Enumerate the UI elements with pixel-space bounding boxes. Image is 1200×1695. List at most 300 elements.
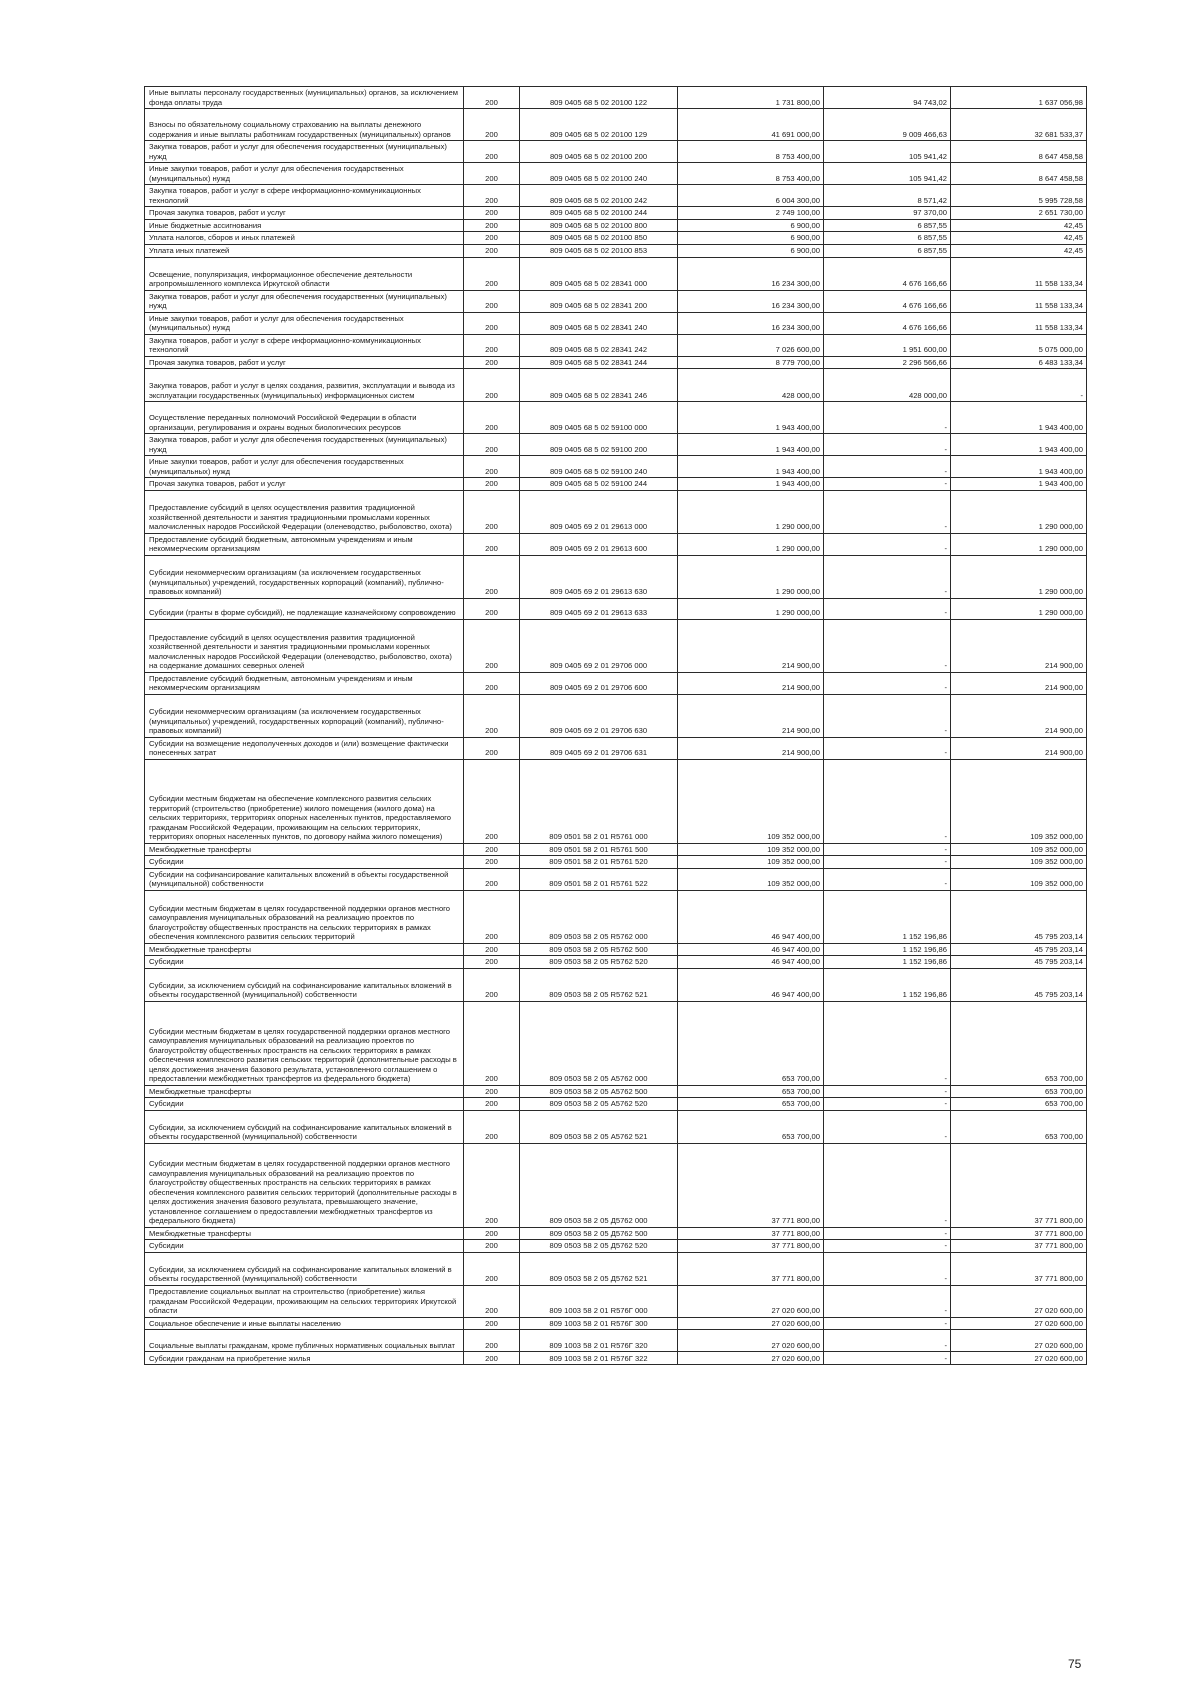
row-approved-amount: 46 947 400,00 <box>678 956 824 969</box>
row-code: 200 <box>464 1227 520 1240</box>
row-name: Межбюджетные трансферты <box>145 943 464 956</box>
table-row <box>145 956 1087 969</box>
row-approved-amount: 8 779 700,00 <box>678 356 824 369</box>
table-row <box>145 87 1087 109</box>
row-kbk-code: 809 0405 68 5 02 20100 129 <box>520 109 678 141</box>
row-executed-amount: - <box>824 456 951 478</box>
table-row <box>145 1098 1087 1111</box>
row-unexecuted-amount: 11 558 133,34 <box>951 257 1087 290</box>
row-code: 200 <box>464 1085 520 1098</box>
row-kbk-code: 809 0405 69 2 01 29706 000 <box>520 619 678 672</box>
row-executed-amount: 1 152 196,86 <box>824 956 951 969</box>
row-kbk-code: 809 0405 68 5 02 28341 246 <box>520 369 678 402</box>
row-code: 200 <box>464 87 520 109</box>
row-executed-amount: 94 743,02 <box>824 87 951 109</box>
table-row <box>145 369 1087 402</box>
row-name: Межбюджетные трансферты <box>145 1227 464 1240</box>
row-executed-amount: - <box>824 843 951 856</box>
row-executed-amount: 6 857,55 <box>824 244 951 257</box>
table-row <box>145 890 1087 943</box>
row-code: 200 <box>464 868 520 890</box>
row-unexecuted-amount: 42,45 <box>951 244 1087 257</box>
row-approved-amount: 6 900,00 <box>678 219 824 232</box>
row-kbk-code: 809 0405 68 5 02 28341 240 <box>520 312 678 334</box>
row-kbk-code: 809 0405 68 5 02 20100 850 <box>520 232 678 245</box>
row-code: 200 <box>464 737 520 759</box>
row-executed-amount: 6 857,55 <box>824 219 951 232</box>
row-executed-amount: 105 941,42 <box>824 163 951 185</box>
row-kbk-code: 809 0405 69 2 01 29613 000 <box>520 490 678 533</box>
row-name: Субсидии на софинансирование капитальных вложений в объекты государственной (муниципальной) собственности <box>145 868 464 890</box>
row-unexecuted-amount: 27 020 600,00 <box>951 1285 1087 1317</box>
row-kbk-code: 809 0503 58 2 05 А5762 000 <box>520 1001 678 1085</box>
row-approved-amount: 1 290 000,00 <box>678 533 824 555</box>
table-row <box>145 619 1087 672</box>
row-name: Субсидии <box>145 1098 464 1111</box>
row-approved-amount: 214 900,00 <box>678 737 824 759</box>
row-unexecuted-amount: 1 290 000,00 <box>951 555 1087 598</box>
row-unexecuted-amount: 653 700,00 <box>951 1098 1087 1111</box>
row-executed-amount: - <box>824 1285 951 1317</box>
row-name: Субсидии <box>145 956 464 969</box>
row-executed-amount: - <box>824 1085 951 1098</box>
row-code: 200 <box>464 968 520 1001</box>
row-code: 200 <box>464 856 520 869</box>
table-row <box>145 257 1087 290</box>
table-row <box>145 163 1087 185</box>
table-row <box>145 244 1087 257</box>
row-name: Иные закупки товаров, работ и услуг для обеспечения государственных (муниципальных) нужд <box>145 312 464 334</box>
row-code: 200 <box>464 533 520 555</box>
row-executed-amount: 4 676 166,66 <box>824 257 951 290</box>
row-code: 200 <box>464 1252 520 1285</box>
row-executed-amount: 4 676 166,66 <box>824 290 951 312</box>
row-kbk-code: 809 0405 68 5 02 59100 200 <box>520 434 678 456</box>
row-kbk-code: 809 0501 58 2 01 R5761 500 <box>520 843 678 856</box>
row-kbk-code: 809 0503 58 2 05 R5762 000 <box>520 890 678 943</box>
row-approved-amount: 27 020 600,00 <box>678 1285 824 1317</box>
row-executed-amount: - <box>824 1110 951 1143</box>
row-executed-amount: - <box>824 1252 951 1285</box>
row-name: Иные закупки товаров, работ и услуг для обеспечения государственных (муниципальных) нужд <box>145 456 464 478</box>
row-unexecuted-amount: 214 900,00 <box>951 694 1087 737</box>
row-kbk-code: 809 0503 58 2 05 Д5762 521 <box>520 1252 678 1285</box>
row-approved-amount: 1 943 400,00 <box>678 478 824 491</box>
row-approved-amount: 109 352 000,00 <box>678 759 824 843</box>
table-row <box>145 109 1087 141</box>
row-unexecuted-amount: 653 700,00 <box>951 1001 1087 1085</box>
row-name: Субсидии, за исключением субсидий на софинансирование капитальных вложений в объекты государственной (муниципальной) собственности <box>145 968 464 1001</box>
row-unexecuted-amount: 42,45 <box>951 219 1087 232</box>
row-code: 200 <box>464 290 520 312</box>
row-executed-amount: - <box>824 759 951 843</box>
row-approved-amount: 6 004 300,00 <box>678 185 824 207</box>
row-kbk-code: 809 0501 58 2 01 R5761 522 <box>520 868 678 890</box>
row-name: Субсидии местным бюджетам в целях государственной поддержки органов местного самоуправления муниципальных образований на реализацию проектов по благоустройству общественных пространств на сельских территориях в рамках обеспечения комплексного развития сельских территорий (дополнительные расходы в целях достижения значения базового результата, превышающего значение, установленное соглашением о предоставлении межбюджетных трансфертов из федерального бюджета) <box>145 1143 464 1227</box>
table-row <box>145 478 1087 491</box>
row-executed-amount: 105 941,42 <box>824 141 951 163</box>
row-kbk-code: 809 0503 58 2 05 Д5762 000 <box>520 1143 678 1227</box>
row-code: 200 <box>464 619 520 672</box>
row-name: Субсидии (гранты в форме субсидий), не подлежащие казначейскому сопровождению <box>145 598 464 619</box>
row-name: Осуществление переданных полномочий Российской Федерации в области организации, регулирования и охраны водных биологических ресурсов <box>145 402 464 434</box>
row-code: 200 <box>464 1110 520 1143</box>
row-code: 200 <box>464 843 520 856</box>
table-row <box>145 312 1087 334</box>
row-kbk-code: 809 0405 69 2 01 29706 631 <box>520 737 678 759</box>
row-approved-amount: 653 700,00 <box>678 1085 824 1098</box>
table-row <box>145 434 1087 456</box>
row-kbk-code: 809 0405 68 5 02 28341 200 <box>520 290 678 312</box>
row-approved-amount: 1 290 000,00 <box>678 490 824 533</box>
table-row <box>145 356 1087 369</box>
row-kbk-code: 809 0405 68 5 02 20100 244 <box>520 207 678 220</box>
row-name: Уплата иных платежей <box>145 244 464 257</box>
row-code: 200 <box>464 369 520 402</box>
table-row <box>145 1143 1087 1227</box>
row-kbk-code: 809 0405 68 5 02 20100 800 <box>520 219 678 232</box>
table-row <box>145 868 1087 890</box>
row-unexecuted-amount: 37 771 800,00 <box>951 1240 1087 1253</box>
row-code: 200 <box>464 1352 520 1365</box>
row-kbk-code: 809 0405 68 5 02 28341 244 <box>520 356 678 369</box>
row-unexecuted-amount: 37 771 800,00 <box>951 1227 1087 1240</box>
row-kbk-code: 809 0503 58 2 05 А5762 521 <box>520 1110 678 1143</box>
row-executed-amount: 9 009 466,63 <box>824 109 951 141</box>
row-name: Предоставление социальных выплат на строительство (приобретение) жилья гражданам Российской Федерации, проживающим на сельских территориях Иркутской области <box>145 1285 464 1317</box>
table-row <box>145 1317 1087 1330</box>
row-unexecuted-amount: 1 290 000,00 <box>951 490 1087 533</box>
table-row <box>145 1085 1087 1098</box>
row-code: 200 <box>464 219 520 232</box>
table-row <box>145 1110 1087 1143</box>
row-unexecuted-amount: 27 020 600,00 <box>951 1330 1087 1352</box>
table-row <box>145 232 1087 245</box>
row-name: Субсидии некоммерческим организациям (за исключением государственных (муниципальных) учреждений, государственных корпораций (компаний), публично-правовых компаний) <box>145 694 464 737</box>
row-approved-amount: 109 352 000,00 <box>678 868 824 890</box>
row-name: Субсидии гражданам на приобретение жилья <box>145 1352 464 1365</box>
row-code: 200 <box>464 672 520 694</box>
table-row <box>145 334 1087 356</box>
table-row <box>145 672 1087 694</box>
row-approved-amount: 27 020 600,00 <box>678 1330 824 1352</box>
row-unexecuted-amount: 2 651 730,00 <box>951 207 1087 220</box>
page-number: 75 <box>1068 1657 1082 1671</box>
row-kbk-code: 809 0503 58 2 05 А5762 520 <box>520 1098 678 1111</box>
row-unexecuted-amount: 27 020 600,00 <box>951 1352 1087 1365</box>
row-approved-amount: 1 731 800,00 <box>678 87 824 109</box>
row-unexecuted-amount: 214 900,00 <box>951 619 1087 672</box>
row-unexecuted-amount: 1 943 400,00 <box>951 402 1087 434</box>
table-row <box>145 1001 1087 1085</box>
row-name: Закупка товаров, работ и услуг в целях создания, развития, эксплуатации и вывода из эксплуатации государственных (муниципальных) информационных систем <box>145 369 464 402</box>
table-row <box>145 219 1087 232</box>
table-row <box>145 694 1087 737</box>
row-kbk-code: 809 0503 58 2 05 Д5762 500 <box>520 1227 678 1240</box>
row-executed-amount: 1 152 196,86 <box>824 968 951 1001</box>
table-row <box>145 1240 1087 1253</box>
row-code: 200 <box>464 232 520 245</box>
row-name: Предоставление субсидий в целях осуществления развития традиционной хозяйственной деятельности и занятия традиционными промыслами коренных малочисленных народов Российской Федерации (оленеводство, рыболовство, охота) на содержание домашних северных оленей <box>145 619 464 672</box>
row-code: 200 <box>464 185 520 207</box>
row-kbk-code: 809 1003 58 2 01 R576Г 320 <box>520 1330 678 1352</box>
row-executed-amount: 1 951 600,00 <box>824 334 951 356</box>
row-code: 200 <box>464 141 520 163</box>
table-row <box>145 1352 1087 1365</box>
row-kbk-code: 809 0405 68 5 02 28341 242 <box>520 334 678 356</box>
row-code: 200 <box>464 312 520 334</box>
row-unexecuted-amount: 6 483 133,34 <box>951 356 1087 369</box>
row-name: Субсидии местным бюджетам на обеспечение комплексного развития сельских территорий (строительство (приобретение) жилого помещения (жилого дома) на сельских территориях, территориях опорных населенных пунктов, предоставляемого гражданам Российской Федерации, проживающим на сельских территориях, территориях опорных населенных пунктов, по договору найма жилого помещения) <box>145 759 464 843</box>
row-name: Межбюджетные трансферты <box>145 1085 464 1098</box>
row-code: 200 <box>464 109 520 141</box>
row-code: 200 <box>464 598 520 619</box>
row-code: 200 <box>464 163 520 185</box>
row-kbk-code: 809 0405 68 5 02 20100 242 <box>520 185 678 207</box>
row-kbk-code: 809 0503 58 2 05 А5762 500 <box>520 1085 678 1098</box>
row-name: Социальные выплаты гражданам, кроме публичных нормативных социальных выплат <box>145 1330 464 1352</box>
row-code: 200 <box>464 456 520 478</box>
row-name: Предоставление субсидий в целях осуществления развития традиционной хозяйственной деятельности и занятия традиционными промыслами коренных малочисленных народов Российской Федерации (оленеводство, рыболовство, охота) <box>145 490 464 533</box>
row-approved-amount: 653 700,00 <box>678 1110 824 1143</box>
row-kbk-code: 809 0405 68 5 02 59100 000 <box>520 402 678 434</box>
row-unexecuted-amount: 5 075 000,00 <box>951 334 1087 356</box>
row-approved-amount: 27 020 600,00 <box>678 1317 824 1330</box>
row-executed-amount: - <box>824 1240 951 1253</box>
row-executed-amount: - <box>824 694 951 737</box>
row-name: Субсидии, за исключением субсидий на софинансирование капитальных вложений в объекты государственной (муниципальной) собственности <box>145 1110 464 1143</box>
row-name: Закупка товаров, работ и услуг в сфере информационно-коммуникационных технологий <box>145 334 464 356</box>
row-code: 200 <box>464 257 520 290</box>
table-row <box>145 185 1087 207</box>
row-kbk-code: 809 0405 68 5 02 20100 122 <box>520 87 678 109</box>
row-unexecuted-amount: 42,45 <box>951 232 1087 245</box>
row-code: 200 <box>464 1001 520 1085</box>
row-approved-amount: 214 900,00 <box>678 694 824 737</box>
row-kbk-code: 809 1003 58 2 01 R576Г 322 <box>520 1352 678 1365</box>
row-name: Закупка товаров, работ и услуг для обеспечения государственных (муниципальных) нужд <box>145 141 464 163</box>
row-name: Субсидии <box>145 1240 464 1253</box>
row-code: 200 <box>464 478 520 491</box>
row-approved-amount: 27 020 600,00 <box>678 1352 824 1365</box>
row-code: 200 <box>464 1317 520 1330</box>
row-unexecuted-amount: 1 290 000,00 <box>951 533 1087 555</box>
row-name: Субсидии на возмещение недополученных доходов и (или) возмещение фактически понесенных затрат <box>145 737 464 759</box>
row-executed-amount: - <box>824 555 951 598</box>
row-executed-amount: - <box>824 672 951 694</box>
table-row <box>145 490 1087 533</box>
row-approved-amount: 2 749 100,00 <box>678 207 824 220</box>
table-row <box>145 207 1087 220</box>
row-approved-amount: 214 900,00 <box>678 619 824 672</box>
row-code: 200 <box>464 759 520 843</box>
row-executed-amount: - <box>824 1330 951 1352</box>
row-executed-amount: - <box>824 1143 951 1227</box>
row-approved-amount: 109 352 000,00 <box>678 843 824 856</box>
row-name: Закупка товаров, работ и услуг для обеспечения государственных (муниципальных) нужд <box>145 434 464 456</box>
row-unexecuted-amount: 32 681 533,37 <box>951 109 1087 141</box>
row-unexecuted-amount: 653 700,00 <box>951 1085 1087 1098</box>
row-kbk-code: 809 0405 68 5 02 20100 853 <box>520 244 678 257</box>
row-kbk-code: 809 0405 69 2 01 29706 630 <box>520 694 678 737</box>
row-approved-amount: 46 947 400,00 <box>678 890 824 943</box>
row-executed-amount: 97 370,00 <box>824 207 951 220</box>
row-unexecuted-amount: 653 700,00 <box>951 1110 1087 1143</box>
row-executed-amount: - <box>824 737 951 759</box>
row-approved-amount: 46 947 400,00 <box>678 943 824 956</box>
row-code: 200 <box>464 356 520 369</box>
row-executed-amount: - <box>824 598 951 619</box>
row-unexecuted-amount: 11 558 133,34 <box>951 312 1087 334</box>
row-code: 200 <box>464 334 520 356</box>
table-row <box>145 1252 1087 1285</box>
row-code: 200 <box>464 207 520 220</box>
row-approved-amount: 1 943 400,00 <box>678 456 824 478</box>
row-approved-amount: 1 943 400,00 <box>678 402 824 434</box>
row-unexecuted-amount: 214 900,00 <box>951 672 1087 694</box>
row-approved-amount: 41 691 000,00 <box>678 109 824 141</box>
row-code: 200 <box>464 434 520 456</box>
row-kbk-code: 809 0503 58 2 05 R5762 521 <box>520 968 678 1001</box>
row-unexecuted-amount: 45 795 203,14 <box>951 956 1087 969</box>
row-executed-amount: - <box>824 434 951 456</box>
row-approved-amount: 16 234 300,00 <box>678 312 824 334</box>
row-code: 200 <box>464 490 520 533</box>
table-row <box>145 456 1087 478</box>
row-executed-amount: - <box>824 1352 951 1365</box>
row-code: 200 <box>464 1098 520 1111</box>
row-approved-amount: 16 234 300,00 <box>678 290 824 312</box>
row-approved-amount: 7 026 600,00 <box>678 334 824 356</box>
row-approved-amount: 37 771 800,00 <box>678 1252 824 1285</box>
row-name: Иные бюджетные ассигнования <box>145 219 464 232</box>
row-approved-amount: 214 900,00 <box>678 672 824 694</box>
row-name: Субсидии некоммерческим организациям (за исключением государственных (муниципальных) учреждений, государственных корпораций (компаний), публично-правовых компаний) <box>145 555 464 598</box>
row-executed-amount: - <box>824 1227 951 1240</box>
table-row <box>145 598 1087 619</box>
row-code: 200 <box>464 890 520 943</box>
row-approved-amount: 1 290 000,00 <box>678 598 824 619</box>
row-executed-amount: - <box>824 402 951 434</box>
row-unexecuted-amount: - <box>951 369 1087 402</box>
row-executed-amount: - <box>824 478 951 491</box>
row-name: Закупка товаров, работ и услуг для обеспечения государственных (муниципальных) нужд <box>145 290 464 312</box>
row-name: Прочая закупка товаров, работ и услуг <box>145 207 464 220</box>
row-approved-amount: 428 000,00 <box>678 369 824 402</box>
row-executed-amount: - <box>824 619 951 672</box>
row-approved-amount: 8 753 400,00 <box>678 163 824 185</box>
table-row <box>145 533 1087 555</box>
row-approved-amount: 109 352 000,00 <box>678 856 824 869</box>
row-kbk-code: 809 0503 58 2 05 Д5762 520 <box>520 1240 678 1253</box>
budget-execution-table <box>144 86 1087 1365</box>
row-unexecuted-amount: 45 795 203,14 <box>951 968 1087 1001</box>
row-kbk-code: 809 1003 58 2 01 R576Г 000 <box>520 1285 678 1317</box>
row-name: Предоставление субсидий бюджетным, автономным учреждениям и иным некоммерческим организациям <box>145 672 464 694</box>
row-name: Субсидии <box>145 856 464 869</box>
row-approved-amount: 653 700,00 <box>678 1001 824 1085</box>
table-row <box>145 843 1087 856</box>
row-approved-amount: 37 771 800,00 <box>678 1143 824 1227</box>
row-kbk-code: 809 0501 58 2 01 R5761 520 <box>520 856 678 869</box>
row-name: Прочая закупка товаров, работ и услуг <box>145 478 464 491</box>
row-unexecuted-amount: 5 995 728,58 <box>951 185 1087 207</box>
row-unexecuted-amount: 37 771 800,00 <box>951 1143 1087 1227</box>
row-unexecuted-amount: 45 795 203,14 <box>951 890 1087 943</box>
row-unexecuted-amount: 8 647 458,58 <box>951 163 1087 185</box>
row-unexecuted-amount: 109 352 000,00 <box>951 759 1087 843</box>
row-unexecuted-amount: 1 290 000,00 <box>951 598 1087 619</box>
row-approved-amount: 46 947 400,00 <box>678 968 824 1001</box>
row-executed-amount: - <box>824 1317 951 1330</box>
row-name: Уплата налогов, сборов и иных платежей <box>145 232 464 245</box>
row-code: 200 <box>464 1240 520 1253</box>
row-unexecuted-amount: 8 647 458,58 <box>951 141 1087 163</box>
row-code: 200 <box>464 1143 520 1227</box>
row-kbk-code: 809 0501 58 2 01 R5761 000 <box>520 759 678 843</box>
row-unexecuted-amount: 27 020 600,00 <box>951 1317 1087 1330</box>
row-unexecuted-amount: 37 771 800,00 <box>951 1252 1087 1285</box>
row-code: 200 <box>464 694 520 737</box>
row-kbk-code: 809 0405 68 5 02 59100 244 <box>520 478 678 491</box>
row-executed-amount: 428 000,00 <box>824 369 951 402</box>
row-unexecuted-amount: 109 352 000,00 <box>951 868 1087 890</box>
table-row <box>145 856 1087 869</box>
row-approved-amount: 1 943 400,00 <box>678 434 824 456</box>
row-executed-amount: - <box>824 868 951 890</box>
table-row <box>145 555 1087 598</box>
row-name: Освещение, популяризация, информационное обеспечение деятельности агропромышленного комплекса Иркутской области <box>145 257 464 290</box>
row-code: 200 <box>464 943 520 956</box>
row-kbk-code: 809 0405 68 5 02 59100 240 <box>520 456 678 478</box>
row-unexecuted-amount: 109 352 000,00 <box>951 843 1087 856</box>
row-name: Межбюджетные трансферты <box>145 843 464 856</box>
row-kbk-code: 809 0405 68 5 02 20100 200 <box>520 141 678 163</box>
row-approved-amount: 653 700,00 <box>678 1098 824 1111</box>
table-row <box>145 1285 1087 1317</box>
row-code: 200 <box>464 956 520 969</box>
row-unexecuted-amount: 11 558 133,34 <box>951 290 1087 312</box>
row-unexecuted-amount: 109 352 000,00 <box>951 856 1087 869</box>
row-kbk-code: 809 0405 69 2 01 29706 600 <box>520 672 678 694</box>
row-name: Субсидии местным бюджетам в целях государственной поддержки органов местного самоуправления муниципальных образований на реализацию проектов по благоустройству общественных пространств на сельских территориях в рамках обеспечения комплексного развития сельских территорий (дополнительные расходы в целях достижения значения базового результата, установленного соглашением о предоставлении межбюджетных трансфертов из федерального бюджета) <box>145 1001 464 1085</box>
row-name: Иные закупки товаров, работ и услуг для обеспечения государственных (муниципальных) нужд <box>145 163 464 185</box>
row-unexecuted-amount: 1 637 056,98 <box>951 87 1087 109</box>
table-row <box>145 943 1087 956</box>
row-kbk-code: 809 0405 68 5 02 20100 240 <box>520 163 678 185</box>
row-executed-amount: 2 296 566,66 <box>824 356 951 369</box>
row-approved-amount: 37 771 800,00 <box>678 1227 824 1240</box>
row-unexecuted-amount: 1 943 400,00 <box>951 456 1087 478</box>
table-row <box>145 141 1087 163</box>
row-executed-amount: 1 152 196,86 <box>824 890 951 943</box>
row-kbk-code: 809 0503 58 2 05 R5762 520 <box>520 956 678 969</box>
table-row <box>145 759 1087 843</box>
row-executed-amount: 1 152 196,86 <box>824 943 951 956</box>
row-unexecuted-amount: 1 943 400,00 <box>951 434 1087 456</box>
row-code: 200 <box>464 402 520 434</box>
row-approved-amount: 6 900,00 <box>678 232 824 245</box>
row-name: Взносы по обязательному социальному страхованию на выплаты денежного содержания и иные выплаты работникам государственных (муниципальных) органов <box>145 109 464 141</box>
row-name: Социальное обеспечение и иные выплаты населению <box>145 1317 464 1330</box>
row-kbk-code: 809 0405 69 2 01 29613 630 <box>520 555 678 598</box>
row-executed-amount: 8 571,42 <box>824 185 951 207</box>
row-kbk-code: 809 0503 58 2 05 R5762 500 <box>520 943 678 956</box>
row-name: Субсидии, за исключением субсидий на софинансирование капитальных вложений в объекты государственной (муниципальной) собственности <box>145 1252 464 1285</box>
row-name: Прочая закупка товаров, работ и услуг <box>145 356 464 369</box>
table-row <box>145 968 1087 1001</box>
row-kbk-code: 809 1003 58 2 01 R576Г 300 <box>520 1317 678 1330</box>
